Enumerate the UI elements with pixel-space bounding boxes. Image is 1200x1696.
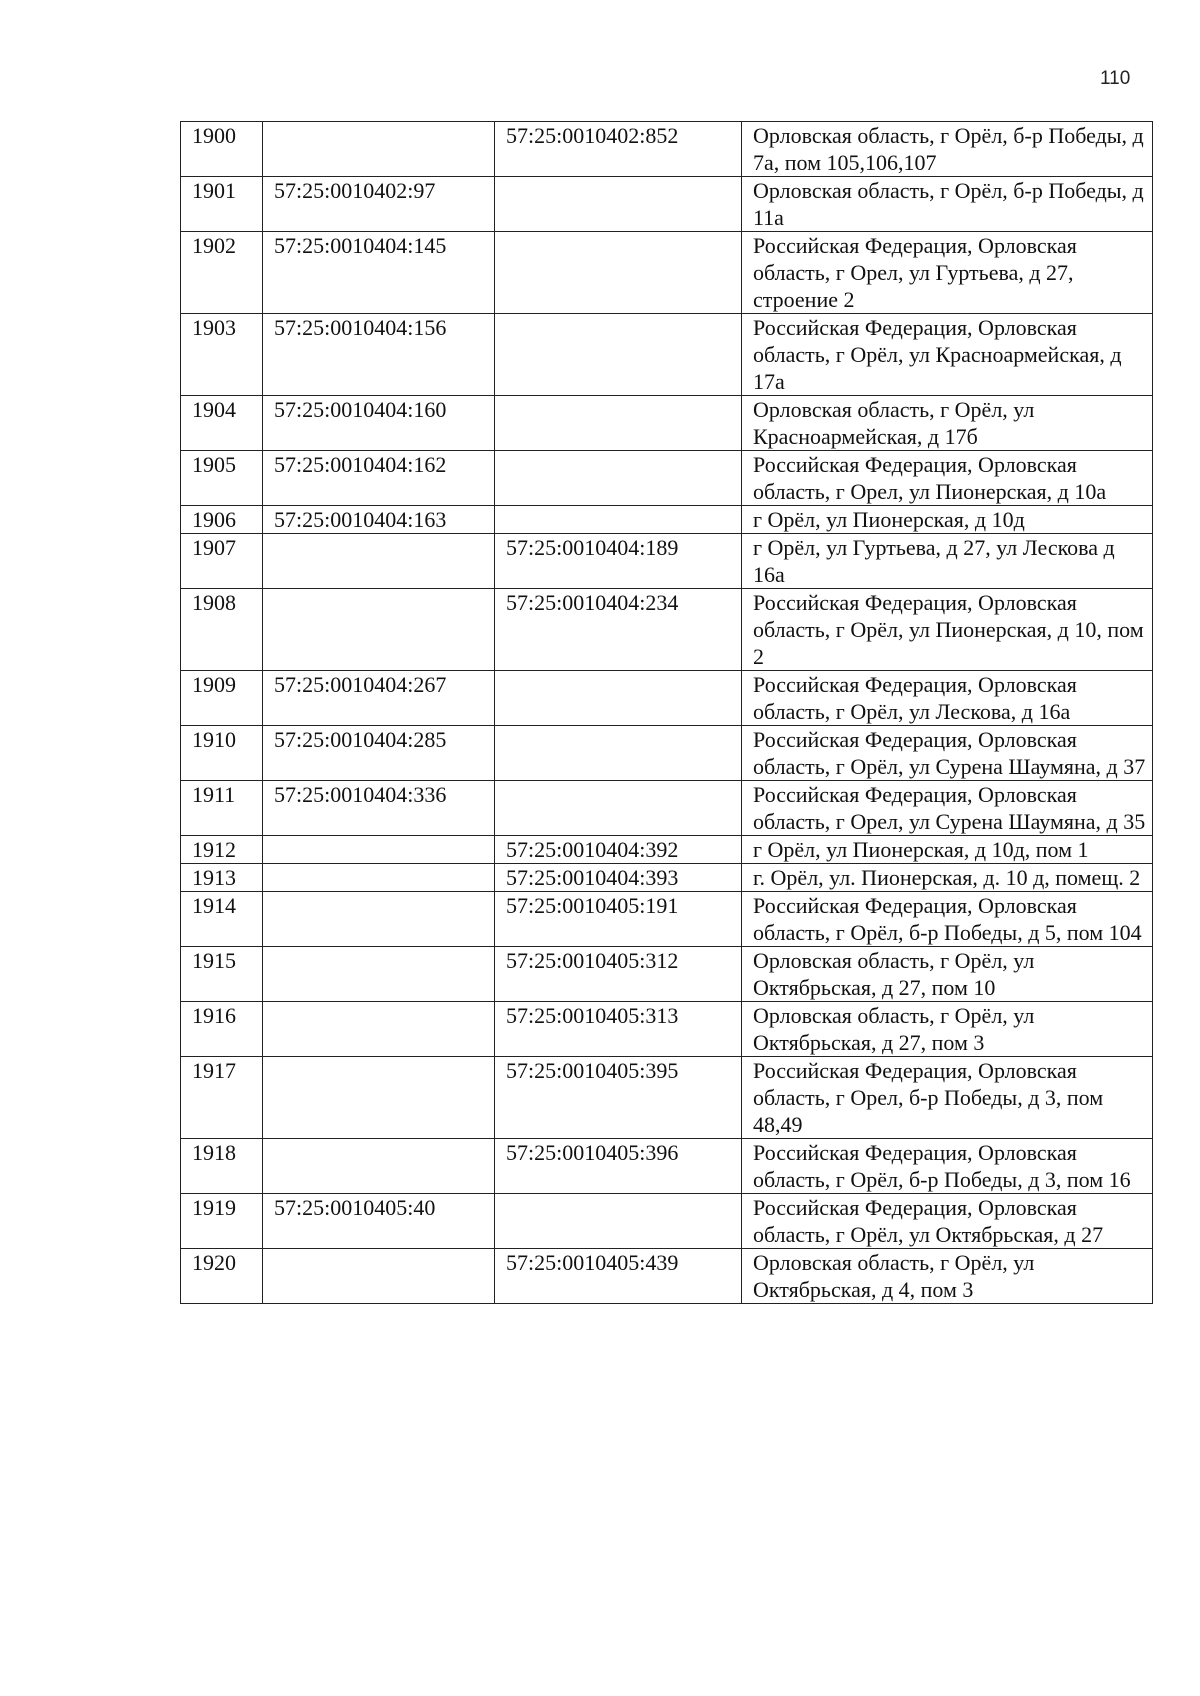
row-number-cell: 1918 [181,1139,263,1194]
table-row [181,589,1153,671]
cadastral-number-cell [263,534,495,589]
address-cell: Орловская область, г Орёл, ул Октябрьская, д 27, пом 3 [742,1002,1153,1057]
table-row [181,892,1153,947]
table-row [181,396,1153,451]
premises-cadastral-number-cell [495,781,742,836]
row-number-cell: 1912 [181,836,263,864]
address-cell: г Орёл, ул Пионерская, д 10д [742,506,1153,534]
address-cell: Орловская область, г Орёл, б-р Победы, д 11а [742,177,1153,232]
table-row [181,1139,1153,1194]
row-number-cell: 1915 [181,947,263,1002]
premises-cadastral-number-cell: 57:25:0010404:189 [495,534,742,589]
address-cell: г Орёл, ул Гуртьева, д 27, ул Лескова д 16а [742,534,1153,589]
row-number-cell: 1901 [181,177,263,232]
premises-cadastral-number-cell: 57:25:0010405:396 [495,1139,742,1194]
address-cell: г Орёл, ул Пионерская, д 10д, пом 1 [742,836,1153,864]
premises-cadastral-number-cell [495,396,742,451]
registry-table [180,121,1153,1304]
address-cell: Орловская область, г Орёл, ул Красноармейская, д 17б [742,396,1153,451]
cadastral-number-cell: 57:25:0010404:160 [263,396,495,451]
row-number-cell: 1908 [181,589,263,671]
cadastral-number-cell [263,1139,495,1194]
cadastral-number-cell [263,892,495,947]
row-number-cell: 1920 [181,1249,263,1304]
premises-cadastral-number-cell [495,314,742,396]
address-cell: Российская Федерация, Орловская область, г Орел, б-р Победы, д 3, пом 48,49 [742,1057,1153,1139]
table-row [181,232,1153,314]
cadastral-number-cell [263,122,495,177]
row-number-cell: 1900 [181,122,263,177]
table-row [181,781,1153,836]
page-number: 110 [1100,68,1131,89]
premises-cadastral-number-cell: 57:25:0010404:234 [495,589,742,671]
table-row [181,1057,1153,1139]
premises-cadastral-number-cell: 57:25:0010405:312 [495,947,742,1002]
table-row [181,177,1153,232]
premises-cadastral-number-cell [495,451,742,506]
table-row [181,451,1153,506]
premises-cadastral-number-cell: 57:25:0010404:392 [495,836,742,864]
cadastral-number-cell: 57:25:0010405:40 [263,1194,495,1249]
address-cell: Российская Федерация, Орловская область, г Орёл, ул Пионерская, д 10, пом 2 [742,589,1153,671]
address-cell: Российская Федерация, Орловская область, г Орёл, ул Сурена Шаумяна, д 37 [742,726,1153,781]
cadastral-number-cell [263,1249,495,1304]
row-number-cell: 1903 [181,314,263,396]
cadastral-number-cell: 57:25:0010404:145 [263,232,495,314]
row-number-cell: 1907 [181,534,263,589]
cadastral-number-cell: 57:25:0010404:267 [263,671,495,726]
cadastral-number-cell: 57:25:0010404:336 [263,781,495,836]
premises-cadastral-number-cell [495,726,742,781]
cadastral-number-cell: 57:25:0010402:97 [263,177,495,232]
table-body [181,122,1153,1304]
table-row [181,1002,1153,1057]
premises-cadastral-number-cell [495,177,742,232]
premises-cadastral-number-cell [495,1194,742,1249]
table-row [181,864,1153,892]
premises-cadastral-number-cell: 57:25:0010405:395 [495,1057,742,1139]
cadastral-number-cell: 57:25:0010404:156 [263,314,495,396]
cadastral-number-cell [263,1057,495,1139]
row-number-cell: 1904 [181,396,263,451]
row-number-cell: 1916 [181,1002,263,1057]
cadastral-number-cell [263,589,495,671]
premises-cadastral-number-cell: 57:25:0010405:313 [495,1002,742,1057]
table-row [181,726,1153,781]
address-cell: Российская Федерация, Орловская область, г Орёл, ул Лескова, д 16а [742,671,1153,726]
row-number-cell: 1902 [181,232,263,314]
address-cell: Орловская область, г Орёл, ул Октябрьская, д 4, пом 3 [742,1249,1153,1304]
premises-cadastral-number-cell: 57:25:0010405:439 [495,1249,742,1304]
table-row [181,314,1153,396]
table-row [181,122,1153,177]
cadastral-number-cell [263,864,495,892]
table-row [181,836,1153,864]
premises-cadastral-number-cell: 57:25:0010402:852 [495,122,742,177]
row-number-cell: 1906 [181,506,263,534]
address-cell: Орловская область, г Орёл, ул Октябрьская, д 27, пом 10 [742,947,1153,1002]
cadastral-number-cell: 57:25:0010404:163 [263,506,495,534]
cadastral-number-cell [263,836,495,864]
row-number-cell: 1917 [181,1057,263,1139]
cadastral-number-cell [263,947,495,1002]
premises-cadastral-number-cell: 57:25:0010405:191 [495,892,742,947]
table-row [181,1249,1153,1304]
address-cell: Российская Федерация, Орловская область, г Орел, ул Гуртьева, д 27, строение 2 [742,232,1153,314]
table-row [181,671,1153,726]
address-cell: г. Орёл, ул. Пионерская, д. 10 д, помещ. 2 [742,864,1153,892]
address-cell: Орловская область, г Орёл, б-р Победы, д 7а, пом 105,106,107 [742,122,1153,177]
premises-cadastral-number-cell [495,671,742,726]
cadastral-number-cell: 57:25:0010404:285 [263,726,495,781]
row-number-cell: 1913 [181,864,263,892]
premises-cadastral-number-cell [495,506,742,534]
address-cell: Российская Федерация, Орловская область, г Орел, ул Пионерская, д 10а [742,451,1153,506]
address-cell: Российская Федерация, Орловская область, г Орёл, б-р Победы, д 3, пом 16 [742,1139,1153,1194]
row-number-cell: 1910 [181,726,263,781]
table-row [181,506,1153,534]
row-number-cell: 1914 [181,892,263,947]
row-number-cell: 1905 [181,451,263,506]
address-cell: Российская Федерация, Орловская область, г Орёл, б-р Победы, д 5, пом 104 [742,892,1153,947]
premises-cadastral-number-cell: 57:25:0010404:393 [495,864,742,892]
table-row [181,534,1153,589]
row-number-cell: 1919 [181,1194,263,1249]
address-cell: Российская Федерация, Орловская область, г Орёл, ул Октябрьская, д 27 [742,1194,1153,1249]
row-number-cell: 1911 [181,781,263,836]
premises-cadastral-number-cell [495,232,742,314]
table-row [181,1194,1153,1249]
cadastral-number-cell: 57:25:0010404:162 [263,451,495,506]
row-number-cell: 1909 [181,671,263,726]
address-cell: Российская Федерация, Орловская область, г Орел, ул Сурена Шаумяна, д 35 [742,781,1153,836]
cadastral-number-cell [263,1002,495,1057]
address-cell: Российская Федерация, Орловская область, г Орёл, ул Красноармейская, д 17а [742,314,1153,396]
table-row [181,947,1153,1002]
